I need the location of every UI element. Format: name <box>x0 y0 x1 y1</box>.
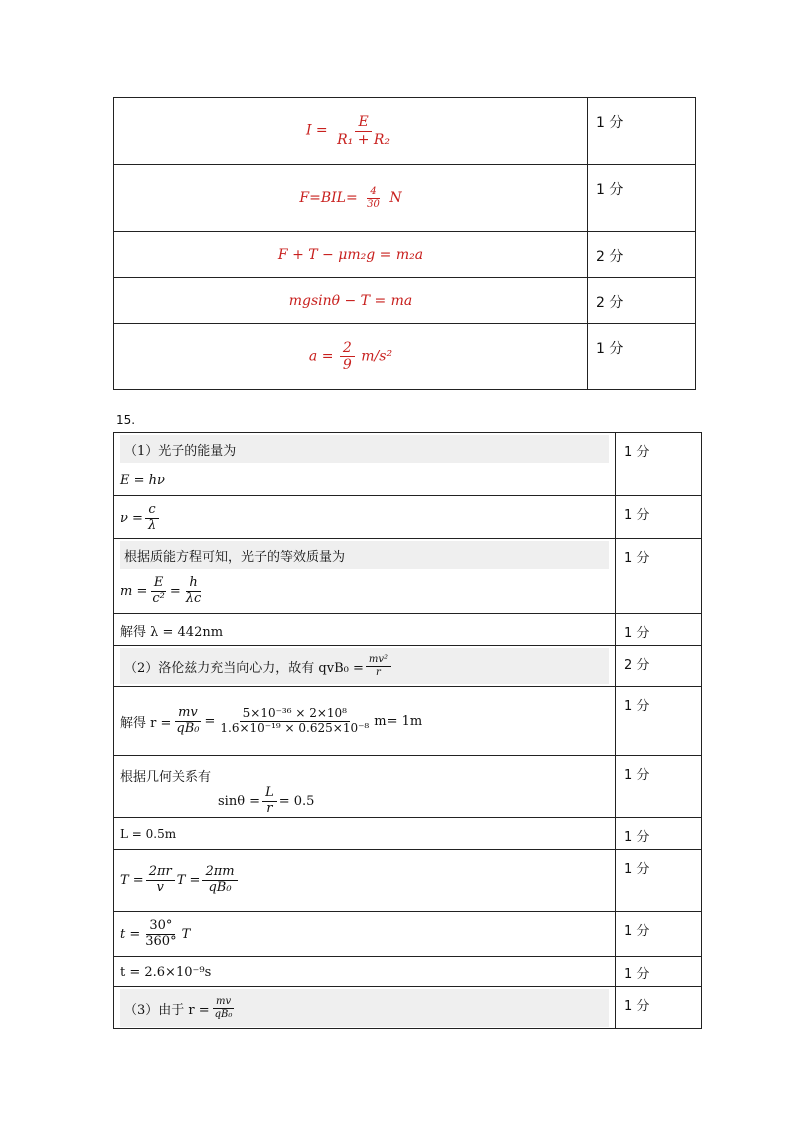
equation-lhs: 解得 r = <box>120 715 172 731</box>
fraction-denominator: R₁ + R₂ <box>337 131 391 148</box>
fraction-denominator: λ <box>147 517 157 533</box>
score-cell: 1 分 <box>616 687 702 756</box>
fraction-numerator: 4 <box>367 186 379 199</box>
table-row <box>114 756 702 818</box>
fraction <box>149 576 168 607</box>
equation-tail: N <box>389 190 402 206</box>
content-cell <box>114 496 616 539</box>
content-cell <box>114 687 616 756</box>
equation <box>120 852 615 908</box>
table-row <box>114 496 702 539</box>
equation: E = hν <box>120 472 165 488</box>
score-cell: 1 分 <box>616 614 702 646</box>
table-row <box>114 98 696 165</box>
score-cell: 1 分 <box>616 912 702 957</box>
table-row <box>114 687 702 756</box>
fraction <box>217 707 372 736</box>
step-text: 根据质能方程可知，光子的等效质量为 <box>120 541 609 569</box>
equation-tail: m= 1m <box>374 713 423 729</box>
table-row <box>114 232 696 278</box>
equation-tail: = 0.5 <box>278 793 315 809</box>
content-cell <box>114 818 616 850</box>
fraction <box>334 114 393 147</box>
equation <box>120 914 615 954</box>
score-cell: 1 分 <box>616 957 702 987</box>
fraction <box>142 919 179 950</box>
step-text: L = 0.5m <box>120 827 177 841</box>
equation-lhs: a = <box>308 348 334 365</box>
table-row <box>114 324 696 390</box>
fraction-numerator: 30° <box>146 919 175 935</box>
fraction-numerator: c <box>145 503 158 519</box>
step-text-content: （2）洛伦兹力充当向心力，故有 qvB₀ = <box>124 660 364 676</box>
equation-cell <box>114 165 588 232</box>
fraction-denominator: 30 <box>367 198 380 210</box>
content-cell <box>114 433 616 496</box>
fraction <box>145 503 159 534</box>
step-text-content: （3）由于 r = <box>124 1002 210 1018</box>
section-label: 15. <box>116 413 136 427</box>
table-row <box>114 957 702 987</box>
fraction-numerator: mv <box>175 706 201 722</box>
fraction-numerator: E <box>355 114 371 131</box>
equation-cell: mgsinθ − T = ma <box>114 278 588 324</box>
content-cell <box>114 539 616 614</box>
fraction-denominator: qB₀ <box>176 720 200 736</box>
fraction-denominator: r <box>266 800 273 816</box>
score-cell: 1 分 <box>616 496 702 539</box>
table-row <box>114 165 696 232</box>
score-cell: 1 分 <box>616 850 702 912</box>
equation-lhs: t = <box>120 926 141 942</box>
fraction-denominator: v <box>156 879 164 895</box>
table-row <box>114 818 702 850</box>
content-cell <box>114 756 616 818</box>
step-text: （1）光子的能量为 <box>120 435 609 463</box>
content-cell <box>114 987 616 1029</box>
table-row <box>114 646 702 687</box>
fraction-numerator: 2 <box>340 340 355 357</box>
equation-lhs: T = <box>176 872 201 888</box>
content-cell <box>114 646 616 687</box>
equation-cell: F + T − μm₂g = m₂a <box>114 232 588 278</box>
step-text: t = 2.6×10⁻⁹s <box>120 964 212 980</box>
fraction-denominator: c² <box>152 590 165 606</box>
equation <box>120 569 615 613</box>
fraction-denominator: qB₀ <box>214 1008 233 1020</box>
equation-cell <box>114 324 588 390</box>
fraction-numerator: h <box>186 576 200 592</box>
content-cell <box>114 614 616 646</box>
fraction <box>146 865 175 896</box>
fraction <box>366 654 391 678</box>
step-text: 解得 λ = 442nm <box>120 624 224 640</box>
score-cell: 1 分 <box>616 539 702 614</box>
fraction-numerator: mv <box>213 996 234 1009</box>
table-row <box>114 539 702 614</box>
fraction-denominator: r <box>376 666 381 678</box>
fraction-numerator: L <box>262 786 277 802</box>
equation-cell <box>114 98 588 165</box>
fraction <box>340 340 355 373</box>
score-cell: 2 分 <box>588 232 696 278</box>
fraction <box>364 186 383 210</box>
equation-tail: T <box>181 926 191 942</box>
fraction-denominator: 9 <box>342 357 352 373</box>
equation <box>120 498 615 538</box>
score-cell: 2 分 <box>616 646 702 687</box>
fraction-denominator: λc <box>185 590 202 606</box>
equation-text: F=BIL= <box>299 190 358 206</box>
equation-lhs: sinθ = <box>218 793 261 809</box>
fraction-numerator: E <box>151 576 167 592</box>
score-cell: 1 分 <box>616 987 702 1029</box>
fraction <box>262 786 277 817</box>
table-row <box>114 912 702 957</box>
equation <box>120 689 615 753</box>
fraction-numerator: 2πm <box>202 865 237 881</box>
fraction <box>173 706 202 737</box>
step-text <box>120 648 609 684</box>
table-row <box>114 850 702 912</box>
fraction-denominator: 1.6×10⁻¹⁹ × 0.625×10⁻⁸ <box>220 720 370 735</box>
equation-lhs: m = <box>120 583 148 599</box>
score-cell: 1 分 <box>616 756 702 818</box>
equation-lhs: T = <box>120 872 144 888</box>
score-cell: 1 分 <box>616 433 702 496</box>
table-row <box>114 614 702 646</box>
fraction <box>202 865 237 896</box>
equation-lhs: I = <box>305 123 328 139</box>
equals-sign: = <box>204 713 216 729</box>
equation-lhs: ν = <box>120 510 143 526</box>
score-cell: 1 分 <box>616 818 702 850</box>
table-row <box>114 278 696 324</box>
step-text <box>120 989 609 1027</box>
score-table-14 <box>113 97 696 390</box>
table-row <box>114 987 702 1029</box>
table-row <box>114 433 702 496</box>
fraction-denominator: qB₀ <box>208 879 232 895</box>
equation <box>120 786 615 817</box>
score-cell: 1 分 <box>588 165 696 232</box>
score-cell: 2 分 <box>588 278 696 324</box>
fraction-numerator: 5×10⁻³⁶ × 2×10⁸ <box>240 707 350 722</box>
equation-tail: m/s² <box>361 348 393 365</box>
content-cell <box>114 850 616 912</box>
content-cell <box>114 912 616 957</box>
step-text: 根据几何关系有 <box>120 769 212 785</box>
score-cell: 1 分 <box>588 98 696 165</box>
fraction-denominator: 360° <box>145 933 177 949</box>
fraction <box>212 996 236 1020</box>
fraction <box>183 576 205 607</box>
content-cell <box>114 957 616 987</box>
score-cell: 1 分 <box>588 324 696 390</box>
fraction-numerator: 2πr <box>146 865 175 881</box>
fraction-numerator: mv² <box>366 654 391 667</box>
equals-sign: = <box>169 583 181 599</box>
score-table-15 <box>113 432 702 1029</box>
